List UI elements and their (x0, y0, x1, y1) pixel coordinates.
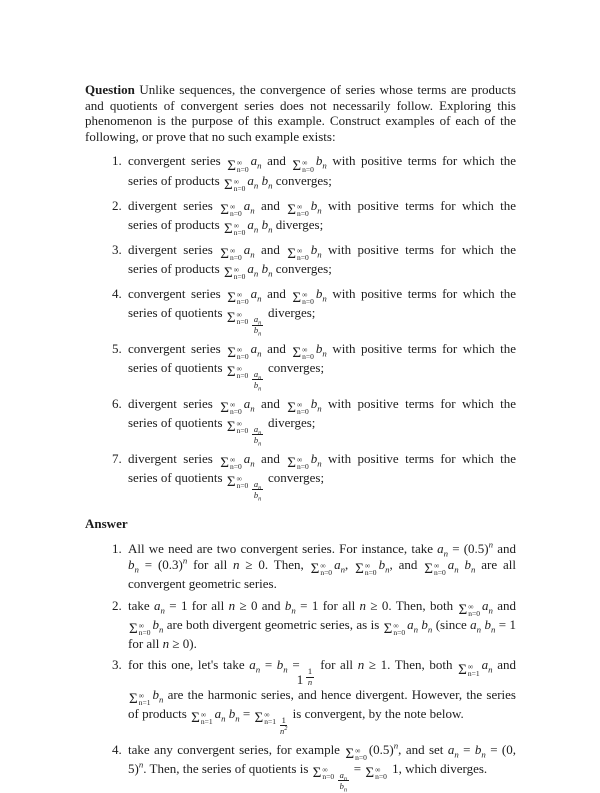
page-number: 1 (296, 672, 304, 688)
summation-icon: Σ ∞ n=0 (365, 765, 387, 782)
answer-item: 1. All we need are two convergent series. For instance, take $a_n = (0.5)^n$ and $b_n = (0.3)^n$ for all n ≥ 0. Then, Σ ∞ n=0 $a_n$, Σ ∞ n=0 $b_n$, and Σ ∞ n=0 $a_n$ $b_n$ are all convergent geometric series. (125, 541, 516, 591)
summation-icon: Σ ∞ n=0 (287, 201, 309, 218)
summation-icon: Σ ∞ n=0 (383, 620, 406, 637)
answer-list (85, 541, 516, 791)
fraction: $\frac{a_n}{b_n}$ (253, 478, 262, 503)
summation-icon: Σ ∞ n=0 (226, 364, 249, 381)
summation-icon: Σ ∞ n=0 (220, 454, 242, 471)
summation-icon: Σ ∞ n=0 (220, 201, 242, 218)
question-item: 1. convergent series Σ ∞ n=0 $a_n$ and Σ ∞ n=0 $b_n$ with positive terms for which the series of products Σ ∞ n=0 $a_n$ $b_n$ converges; (125, 153, 516, 191)
summation-icon: Σ ∞ n=0 (310, 560, 333, 577)
summation-icon: Σ ∞ n=0 (220, 246, 242, 263)
summation-icon: Σ ∞ n=0 (345, 746, 367, 763)
answer-item: 3. for this one, let's take $a_n = b_n$ = $\frac{1}{n}$ for all n ≥ 1. Then, both Σ ∞ n=1 $a_n$ and Σ ∞ n=1 $b_n$ are the harmonic series, and hence divergent. However, the series of products Σ ∞ n=1 $a_n$ $b_n$ = Σ ∞ n=1 $\frac{1}{n^2}$ is convergent, by the note below. (125, 657, 516, 736)
summation-icon: Σ ∞ n=0 (458, 601, 480, 618)
summation-icon: Σ ∞ n=1 (191, 710, 213, 727)
fraction: $\frac{1}{n}$ (307, 666, 313, 688)
answer-heading-row (85, 516, 516, 532)
summation-icon: Σ ∞ n=1 (254, 710, 276, 727)
summation-icon: Σ ∞ n=0 (424, 560, 446, 577)
summation-icon: Σ ∞ n=1 (458, 661, 480, 678)
summation-icon: Σ ∞ n=0 (292, 157, 314, 174)
question-heading: Question (85, 82, 135, 97)
summation-icon: Σ ∞ n=0 (227, 157, 249, 174)
summation-icon: Σ ∞ n=0 (223, 221, 246, 237)
summation-icon: Σ ∞ n=0 (287, 454, 309, 471)
fraction: $\frac{1}{n^2}$ (279, 714, 288, 736)
answer-item: 4. take any convergent series, for example Σ ∞ n=0 $(0.5)^n$, and set $a_n = b_n = (0$, 5)$^n$. Then, the series of quotients is Σ ∞ n=0 $\frac{a_n}{b_n}$ = Σ ∞ n=0 1, which diverges. (125, 742, 516, 791)
summation-icon: Σ ∞ n=0 (355, 560, 377, 577)
question-intro-text: Unlike sequences, the convergence of series whose terms are products and quotients of convergent series does not necessarily follow. Exploring this phenomenon is the purpose of this example. Construct examples of each of the following, or prove that no such example exists: (85, 82, 516, 144)
question-paragraph (85, 82, 516, 144)
summation-icon: Σ ∞ n=0 (223, 265, 246, 282)
fraction: $\frac{a_n}{b_n}$ (339, 769, 348, 793)
question-item: 4. convergent series Σ ∞ n=0 $a_n$ and Σ ∞ n=0 $b_n$ with positive terms for which the series of quotients Σ ∞ n=0 $\frac{a_n}{b_n}$ diverges; (125, 286, 516, 335)
fraction: $\frac{a_n}{b_n}$ (253, 368, 262, 393)
summation-icon: Σ ∞ n=0 (223, 176, 246, 193)
summation-icon: Σ ∞ n=0 (220, 400, 242, 417)
answer-item: 2. take $a_n = 1$ for all n ≥ 0 and $b_n = 1$ for all n ≥ 0. Then, both Σ ∞ n=0 $a_n$ and Σ ∞ n=0 $b_n$ are both divergent geometric series, as is Σ ∞ n=0 $a_n$ $b_n$ (since $a_n$ $b_n = 1$ for all n ≥ 0). (125, 598, 516, 652)
summation-icon: Σ ∞ n=0 (292, 290, 314, 307)
summation-icon: Σ ∞ n=0 (226, 419, 249, 436)
fraction: $\frac{a_n}{b_n}$ (253, 423, 262, 448)
summation-icon: Σ ∞ n=0 (287, 400, 309, 417)
summation-icon: Σ ∞ n=0 (226, 474, 249, 491)
summation-icon: Σ ∞ n=0 (312, 765, 335, 782)
summation-icon: Σ ∞ n=0 (227, 345, 249, 362)
summation-icon: Σ ∞ n=0 (129, 620, 151, 637)
summation-icon: Σ ∞ n=0 (226, 309, 249, 326)
summation-icon: Σ ∞ n=0 (292, 345, 314, 362)
summation-icon: Σ ∞ n=0 (287, 246, 309, 263)
question-item: 6. divergent series Σ ∞ n=0 $a_n$ and Σ ∞ n=0 $b_n$ with positive terms for which the series of quotients Σ ∞ n=0 $\frac{a_n}{b_n}$ diverges; (125, 396, 516, 445)
summation-icon: Σ ∞ n=0 (227, 290, 249, 307)
question-item: 7. divergent series Σ ∞ n=0 $a_n$ and Σ ∞ n=0 $b_n$ with positive terms for which the series of quotients Σ ∞ n=0 $\frac{a_n}{b_n}$ converges; (125, 451, 516, 500)
summation-icon: Σ ∞ n=1 (129, 691, 151, 708)
question-item: 2. divergent series Σ ∞ n=0 $a_n$ and Σ ∞ n=0 $b_n$ with positive terms for which the series of products Σ ∞ n=0 $a_n$ $b_n$ diverges; (125, 198, 516, 236)
question-list (85, 153, 516, 503)
question-item: 3. divergent series Σ ∞ n=0 $a_n$ and Σ ∞ n=0 $b_n$ with positive terms for which the series of products Σ ∞ n=0 $a_n$ $b_n$ converges; (125, 242, 516, 280)
fraction: $\frac{a_n}{b_n}$ (253, 314, 262, 338)
question-item: 5. convergent series Σ ∞ n=0 $a_n$ and Σ ∞ n=0 $b_n$ with positive terms for which the series of quotients Σ ∞ n=0 $\frac{a_n}{b_n}$ converges; (125, 341, 516, 390)
answer-heading: Answer (85, 515, 128, 531)
